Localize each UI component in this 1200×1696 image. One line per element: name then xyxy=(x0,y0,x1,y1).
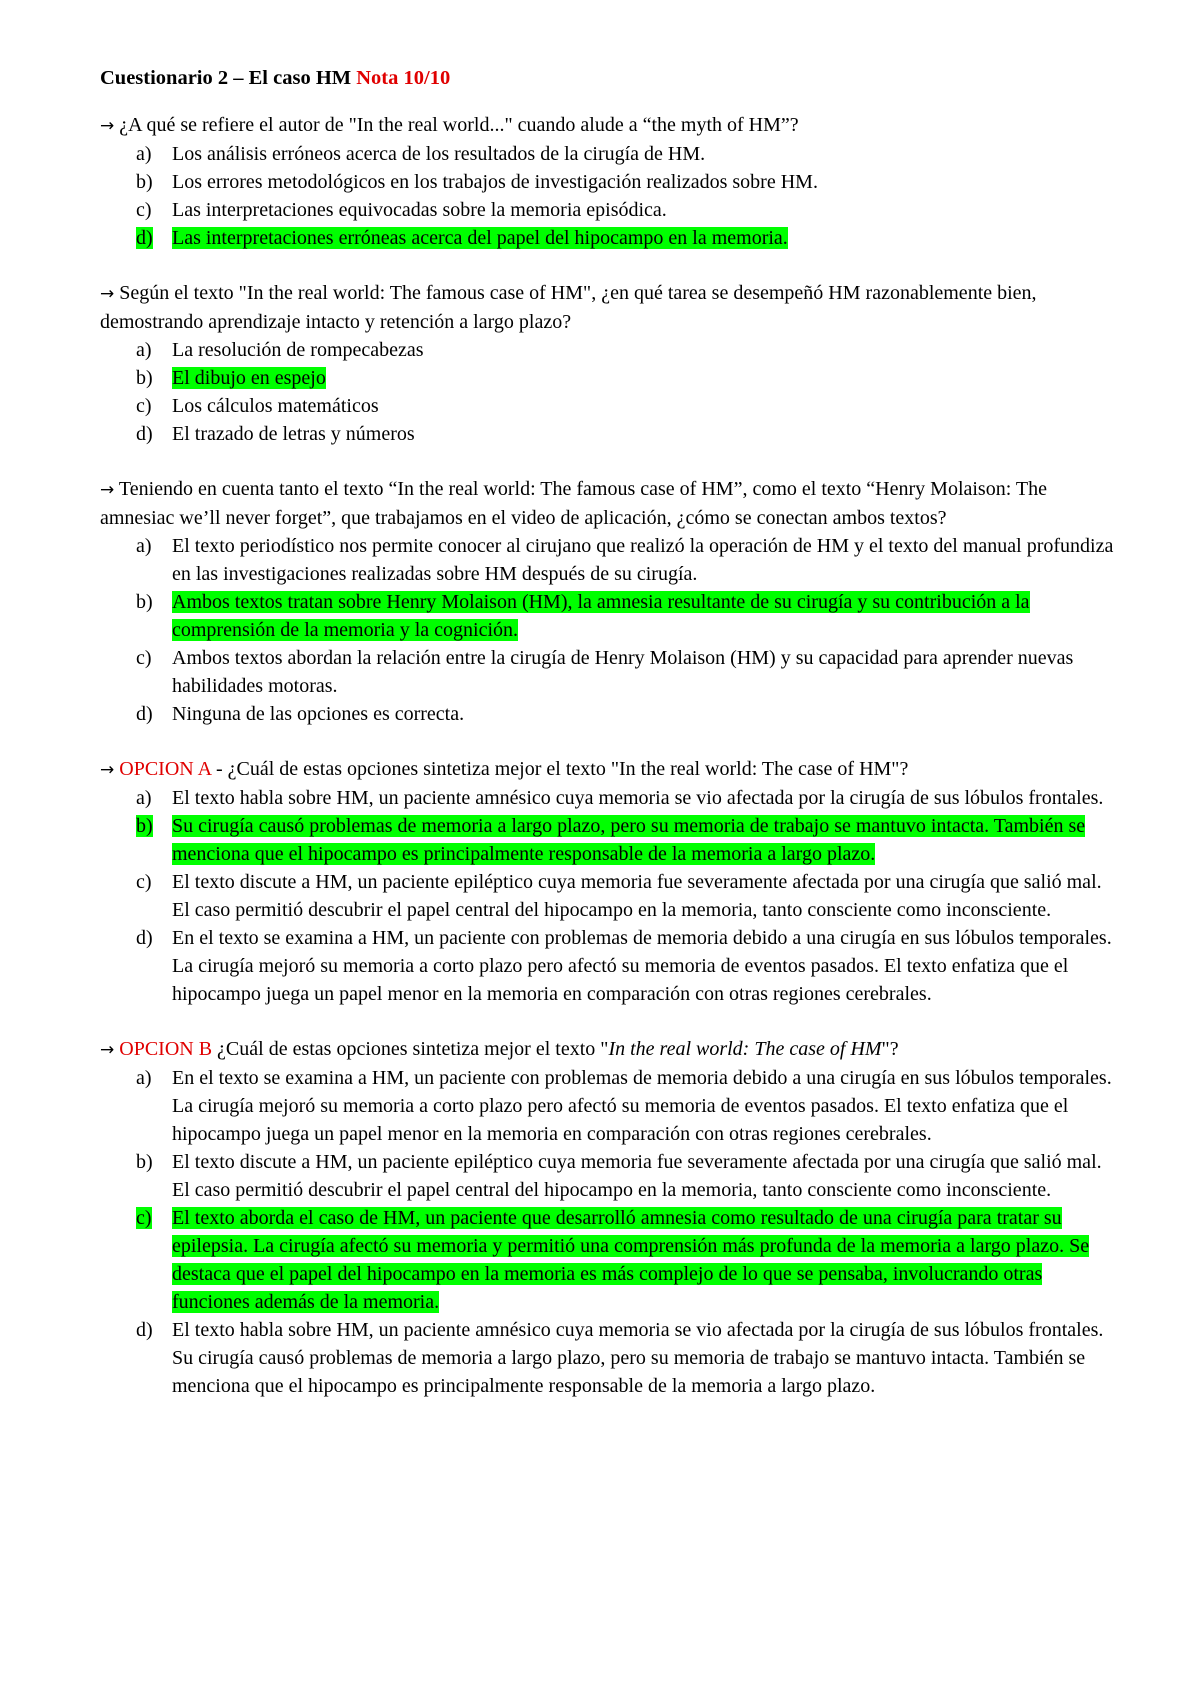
document-body xyxy=(100,64,1120,1427)
option-b-correct xyxy=(100,364,1120,392)
arrow-icon: → xyxy=(100,116,115,136)
option-d xyxy=(100,420,1120,448)
question-prompt: Según el texto "In the real world: The famous case of HM", ¿en qué tarea se desempeñó HM razonablemente bien, demostrando aprendizaje intacto y retención a largo plazo? xyxy=(100,282,1037,333)
option-text: Los análisis erróneos acerca de los resultados de la cirugía de HM. xyxy=(172,143,706,165)
option-b xyxy=(100,168,1120,196)
question-prompt: ¿A qué se refiere el autor de "In the real world..." cuando alude a “the myth of HM”? xyxy=(119,114,799,136)
option-d xyxy=(100,700,1120,728)
option-b-correct xyxy=(100,812,1120,868)
option-letter: a) xyxy=(136,535,152,557)
highlighted-answer: Su cirugía causó problemas de memoria a largo plazo, pero su memoria de trabajo se mantuvo intacta. También se menciona que el hipocampo es principalmente responsable de la memoria a largo plazo. xyxy=(172,815,1086,865)
option-text: El texto discute a HM, un paciente epiléptico cuya memoria fue severamente afectada por una cirugía que salió mal. El caso permitió descubrir el papel central del hipocampo en la memoria, tanto consciente como inconsciente. xyxy=(172,1151,1102,1201)
option-letter: d) xyxy=(136,927,153,949)
question-text xyxy=(100,475,1120,532)
option-c xyxy=(100,644,1120,700)
question-text xyxy=(100,1035,1120,1064)
option-tag: OPCION B xyxy=(119,1038,213,1060)
option-c xyxy=(100,392,1120,420)
option-letter: a) xyxy=(136,787,152,809)
option-letter: c) xyxy=(136,1207,152,1229)
question-text xyxy=(100,755,1120,784)
option-c-correct xyxy=(100,1204,1120,1316)
option-letter: c) xyxy=(136,647,152,669)
question-prompt: - ¿Cuál de estas opciones sintetiza mejor el texto "In the real world: The case of HM"? xyxy=(215,758,909,780)
options-list xyxy=(100,1064,1120,1400)
option-letter: b) xyxy=(136,367,153,389)
option-text: El texto periodístico nos permite conocer al cirujano que realizó la operación de HM y el texto del manual profundiza en las investigaciones realizadas sobre HM después de su cirugía. xyxy=(172,535,1114,585)
option-text: La resolución de rompecabezas xyxy=(172,339,424,361)
option-text: Las interpretaciones equivocadas sobre la memoria episódica. xyxy=(172,199,667,221)
option-b-correct xyxy=(100,588,1120,644)
prompt-after: "? xyxy=(881,1038,899,1060)
question-prompt: Teniendo en cuenta tanto el texto “In the real world: The famous case of HM”, como el texto “Henry Molaison: The amnesiac we’ll never forget”, que trabajamos en el video de aplicación, ¿cómo se conectan ambos textos? xyxy=(100,478,1048,529)
document-title xyxy=(100,64,1120,92)
options-list xyxy=(100,336,1120,448)
option-letter: d) xyxy=(136,1319,153,1341)
option-letter: b) xyxy=(136,815,153,837)
highlighted-answer: Las interpretaciones erróneas acerca del papel del hipocampo en la memoria. xyxy=(172,227,788,249)
question-4-opcion-a xyxy=(100,755,1120,1008)
option-c xyxy=(100,868,1120,924)
options-list xyxy=(100,140,1120,252)
option-d-correct xyxy=(100,224,1120,252)
arrow-icon: → xyxy=(100,284,115,304)
title-text: Cuestionario 2 – El caso HM xyxy=(100,67,352,89)
option-letter: c) xyxy=(136,871,152,893)
option-text: El texto habla sobre HM, un paciente amnésico cuya memoria se vio afectada por la cirugía de sus lóbulos frontales. xyxy=(172,787,1104,809)
option-d xyxy=(100,924,1120,1008)
question-3 xyxy=(100,475,1120,728)
option-text: Ninguna de las opciones es correcta. xyxy=(172,703,465,725)
option-a xyxy=(100,532,1120,588)
highlighted-answer: El dibujo en espejo xyxy=(172,367,326,389)
option-text: Ambos textos abordan la relación entre la cirugía de Henry Molaison (HM) y su capacidad para aprender nuevas habilidades motoras. xyxy=(172,647,1074,697)
prompt-italic-title: In the real world: The case of HM xyxy=(608,1038,882,1060)
highlighted-answer: El texto aborda el caso de HM, un paciente que desarrolló amnesia como resultado de una cirugía para tratar su epilepsia. La cirugía afectó su memoria y permitió una comprensión más profunda de la memoria a largo plazo. Se destaca que el papel del hipocampo en la memoria es más complejo de lo que se pensaba, involucrando otras funciones además de la memoria. xyxy=(172,1207,1090,1313)
option-text: El texto discute a HM, un paciente epiléptico cuya memoria fue severamente afectada por una cirugía que salió mal. El caso permitió descubrir el papel central del hipocampo en la memoria, tanto consciente como inconsciente. xyxy=(172,871,1102,921)
options-list xyxy=(100,532,1120,728)
question-text xyxy=(100,279,1120,336)
grade-label: Nota 10/10 xyxy=(356,67,451,89)
option-c xyxy=(100,196,1120,224)
question-5-opcion-b xyxy=(100,1035,1120,1400)
question-1 xyxy=(100,111,1120,252)
option-d xyxy=(100,1316,1120,1400)
option-tag: OPCION A xyxy=(119,758,211,780)
option-letter: b) xyxy=(136,171,153,193)
prompt-before: ¿Cuál de estas opciones sintetiza mejor el texto " xyxy=(217,1038,609,1060)
arrow-icon: → xyxy=(100,1040,115,1060)
highlighted-answer: Ambos textos tratan sobre Henry Molaison (HM), la amnesia resultante de su cirugía y su contribución a la comprensión de la memoria y la cognición. xyxy=(172,591,1030,641)
option-letter: a) xyxy=(136,1067,152,1089)
option-letter: d) xyxy=(136,703,153,725)
option-a xyxy=(100,336,1120,364)
option-text: El texto habla sobre HM, un paciente amnésico cuya memoria se vio afectada por la cirugía de sus lóbulos frontales. Su cirugía causó problemas de memoria a largo plazo, pero su memoria de trabajo se mantuvo intacta. También se menciona que el hipocampo es principalmente responsable de la memoria a largo plazo. xyxy=(172,1319,1104,1397)
option-a xyxy=(100,1064,1120,1148)
option-letter: c) xyxy=(136,199,152,221)
option-text: En el texto se examina a HM, un paciente con problemas de memoria debido a una cirugía en sus lóbulos temporales. La cirugía mejoró su memoria a corto plazo pero afectó su memoria de eventos pasados. El texto enfatiza que el hipocampo juega un papel menor en la memoria en comparación con otras regiones cerebrales. xyxy=(172,927,1112,1005)
option-b xyxy=(100,1148,1120,1204)
arrow-icon: → xyxy=(100,480,115,500)
question-text xyxy=(100,111,1120,140)
option-a xyxy=(100,140,1120,168)
option-text: Los cálculos matemáticos xyxy=(172,395,379,417)
question-2 xyxy=(100,279,1120,448)
option-letter: a) xyxy=(136,143,152,165)
option-letter: d) xyxy=(136,227,153,249)
option-letter: c) xyxy=(136,395,152,417)
option-a xyxy=(100,784,1120,812)
option-text: El trazado de letras y números xyxy=(172,423,415,445)
arrow-icon: → xyxy=(100,760,115,780)
option-letter: b) xyxy=(136,591,153,613)
option-text: Los errores metodológicos en los trabajos de investigación realizados sobre HM. xyxy=(172,171,818,193)
question-prompt xyxy=(217,1038,899,1060)
option-letter: a) xyxy=(136,339,152,361)
option-letter: b) xyxy=(136,1151,153,1173)
options-list xyxy=(100,784,1120,1008)
option-letter: d) xyxy=(136,423,153,445)
option-text: En el texto se examina a HM, un paciente con problemas de memoria debido a una cirugía en sus lóbulos temporales. La cirugía mejoró su memoria a corto plazo pero afectó su memoria de eventos pasados. El texto enfatiza que el hipocampo juega un papel menor en la memoria en comparación con otras regiones cerebrales. xyxy=(172,1067,1112,1145)
